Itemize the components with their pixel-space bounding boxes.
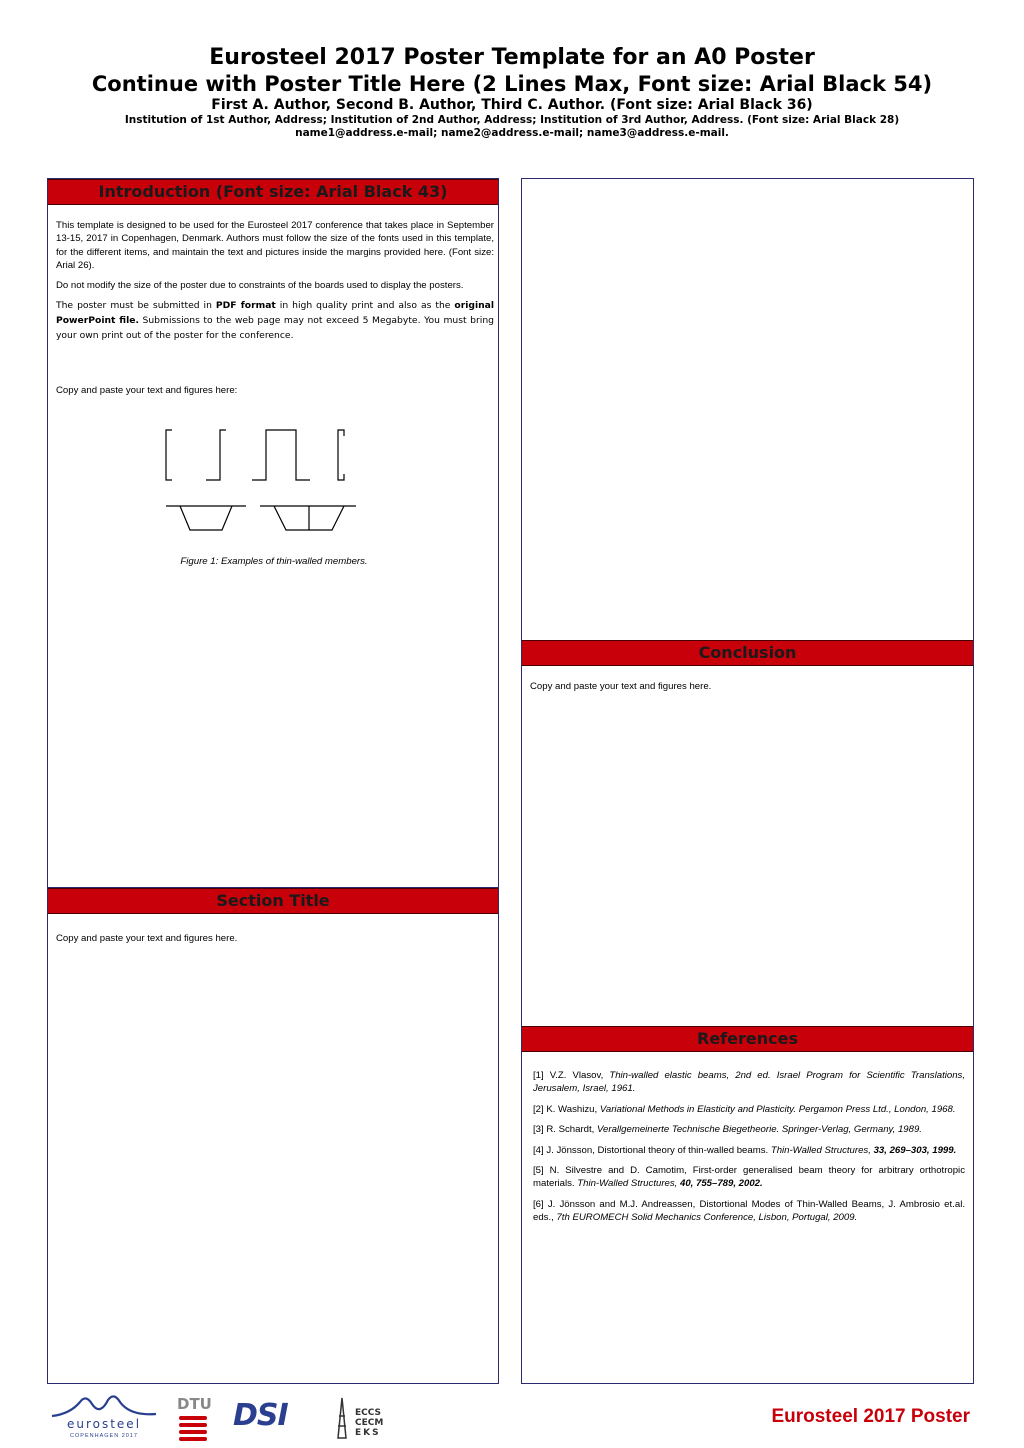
eccs-logo-line1: ECCS	[355, 1408, 382, 1418]
reference-item: [2] K. Washizu, Variational Methods in Elasticity and Plasticity. Pergamon Press Ltd., London, 1968.	[533, 1103, 956, 1115]
eccs-tower-icon	[333, 1396, 351, 1440]
section-heading: Section Title	[48, 888, 498, 914]
authors-line: First A. Author, Second B. Author, Third C. Author. (Font size: Arial Black 36)	[211, 97, 813, 113]
eurosteel-logo-word: eurosteel	[66, 1417, 142, 1431]
section-text: Copy and paste your text and figures here.	[56, 933, 238, 944]
introduction-heading: Introduction (Font size: Arial Black 43)	[48, 179, 498, 205]
right-column-panel	[521, 178, 974, 1384]
dtu-logo-text: DTU	[177, 1395, 212, 1413]
reference-item: [5] N. Silvestre and D. Camotim, First-order generalised beam theory for arbitrary orthotropic materials. Thin-Walled Structures, 40, 755–789, 2002.	[533, 1165, 965, 1190]
emails-line: name1@address.e-mail; name2@address.e-mail; name3@address.e-mail.	[295, 127, 729, 139]
intro-paragraph-1: This template is designed to be used for the Eurosteel 2017 conference that takes place in September 13-15, 2017 in Copenhagen, Denmark. Authors must follow the size of the fonts used in this template, for the different items, and maintain the text and pictures inside the margins provided here. (Font size: Arial 26).	[56, 220, 494, 272]
reference-item: [6] J. Jönsson and M.J. Andreassen, Distortional Modes of Thin-Walled Beams, J. Ambrosio et.al. eds., 7th EUROMECH Solid Mechanics Conference, Lisbon, Portugal, 2009.	[533, 1198, 965, 1224]
poster-title-line2: Continue with Poster Title Here (2 Lines Max, Font size: Arial Black 54)	[91, 72, 933, 96]
eccs-logo-line3: EKS	[355, 1428, 381, 1438]
poster-title-line1: Eurosteel 2017 Poster Template for an A0 Poster	[209, 45, 815, 70]
section-panel	[47, 887, 499, 1384]
reference-item: [4] J. Jönsson, Distortional theory of thin-walled beams. Thin-Walled Structures, 33, 269–303, 1999.	[533, 1144, 957, 1156]
eurosteel-logo-sub: COPENHAGEN 2017	[70, 1433, 138, 1439]
introduction-panel	[47, 178, 499, 888]
reference-item: [1] V.Z. Vlasov, Thin-walled elastic beams, 2nd ed. Israel Program for Scientific Translations, Jerusalem, Israel, 1961.	[533, 1070, 965, 1095]
hat-section-shape	[252, 430, 310, 480]
thin-walled-members-figure	[158, 424, 358, 534]
dtu-logo	[177, 1395, 212, 1442]
z-section-shape	[206, 430, 226, 480]
introduction-text	[56, 219, 494, 349]
eccs-logo	[333, 1396, 403, 1442]
references-heading: References	[522, 1026, 973, 1052]
c-section-shape	[166, 430, 172, 480]
conclusion-text: Copy and paste your text and figures here.	[530, 681, 712, 692]
dtu-bars-icon	[177, 1416, 209, 1442]
footer-title: Eurosteel 2017 Poster	[771, 1406, 970, 1427]
intro-paragraph-2: Do not modify the size of the poster due to constraints of the boards used to display the posters.	[56, 279, 464, 291]
poster-header	[0, 44, 1024, 140]
reference-item: [3] R. Schardt, Verallgemeinerte Technische Biegetheorie. Springer-Verlag, Germany, 1989.	[533, 1124, 922, 1136]
eurosteel-wave-icon	[50, 1392, 158, 1418]
intro-paragraph-3: The poster must be submitted in PDF format in high quality print and also as the original PowerPoint file. Submissions to the web page may not exceed 5 Megabyte. You must bring your own print out of the poster for the conference.	[56, 300, 495, 342]
eurosteel-logo	[50, 1392, 158, 1444]
institutions-line: Institution of 1st Author, Address; Institution of 2nd Author, Address; Institution of 3rd Author, Address. (Font size: Arial Black 28)	[124, 114, 900, 126]
trapezoid-1-shape	[180, 506, 232, 530]
conclusion-heading: Conclusion	[522, 640, 973, 666]
figure-caption: Figure 1: Examples of thin-walled members.	[180, 556, 368, 567]
eccs-logo-line2: CECM	[355, 1418, 384, 1428]
intro-copy-text: Copy and paste your text and figures here:	[56, 385, 238, 396]
references-list	[533, 1069, 965, 1232]
lipped-c-section-shape	[338, 430, 344, 480]
dsi-logo: DSI	[233, 1398, 288, 1433]
